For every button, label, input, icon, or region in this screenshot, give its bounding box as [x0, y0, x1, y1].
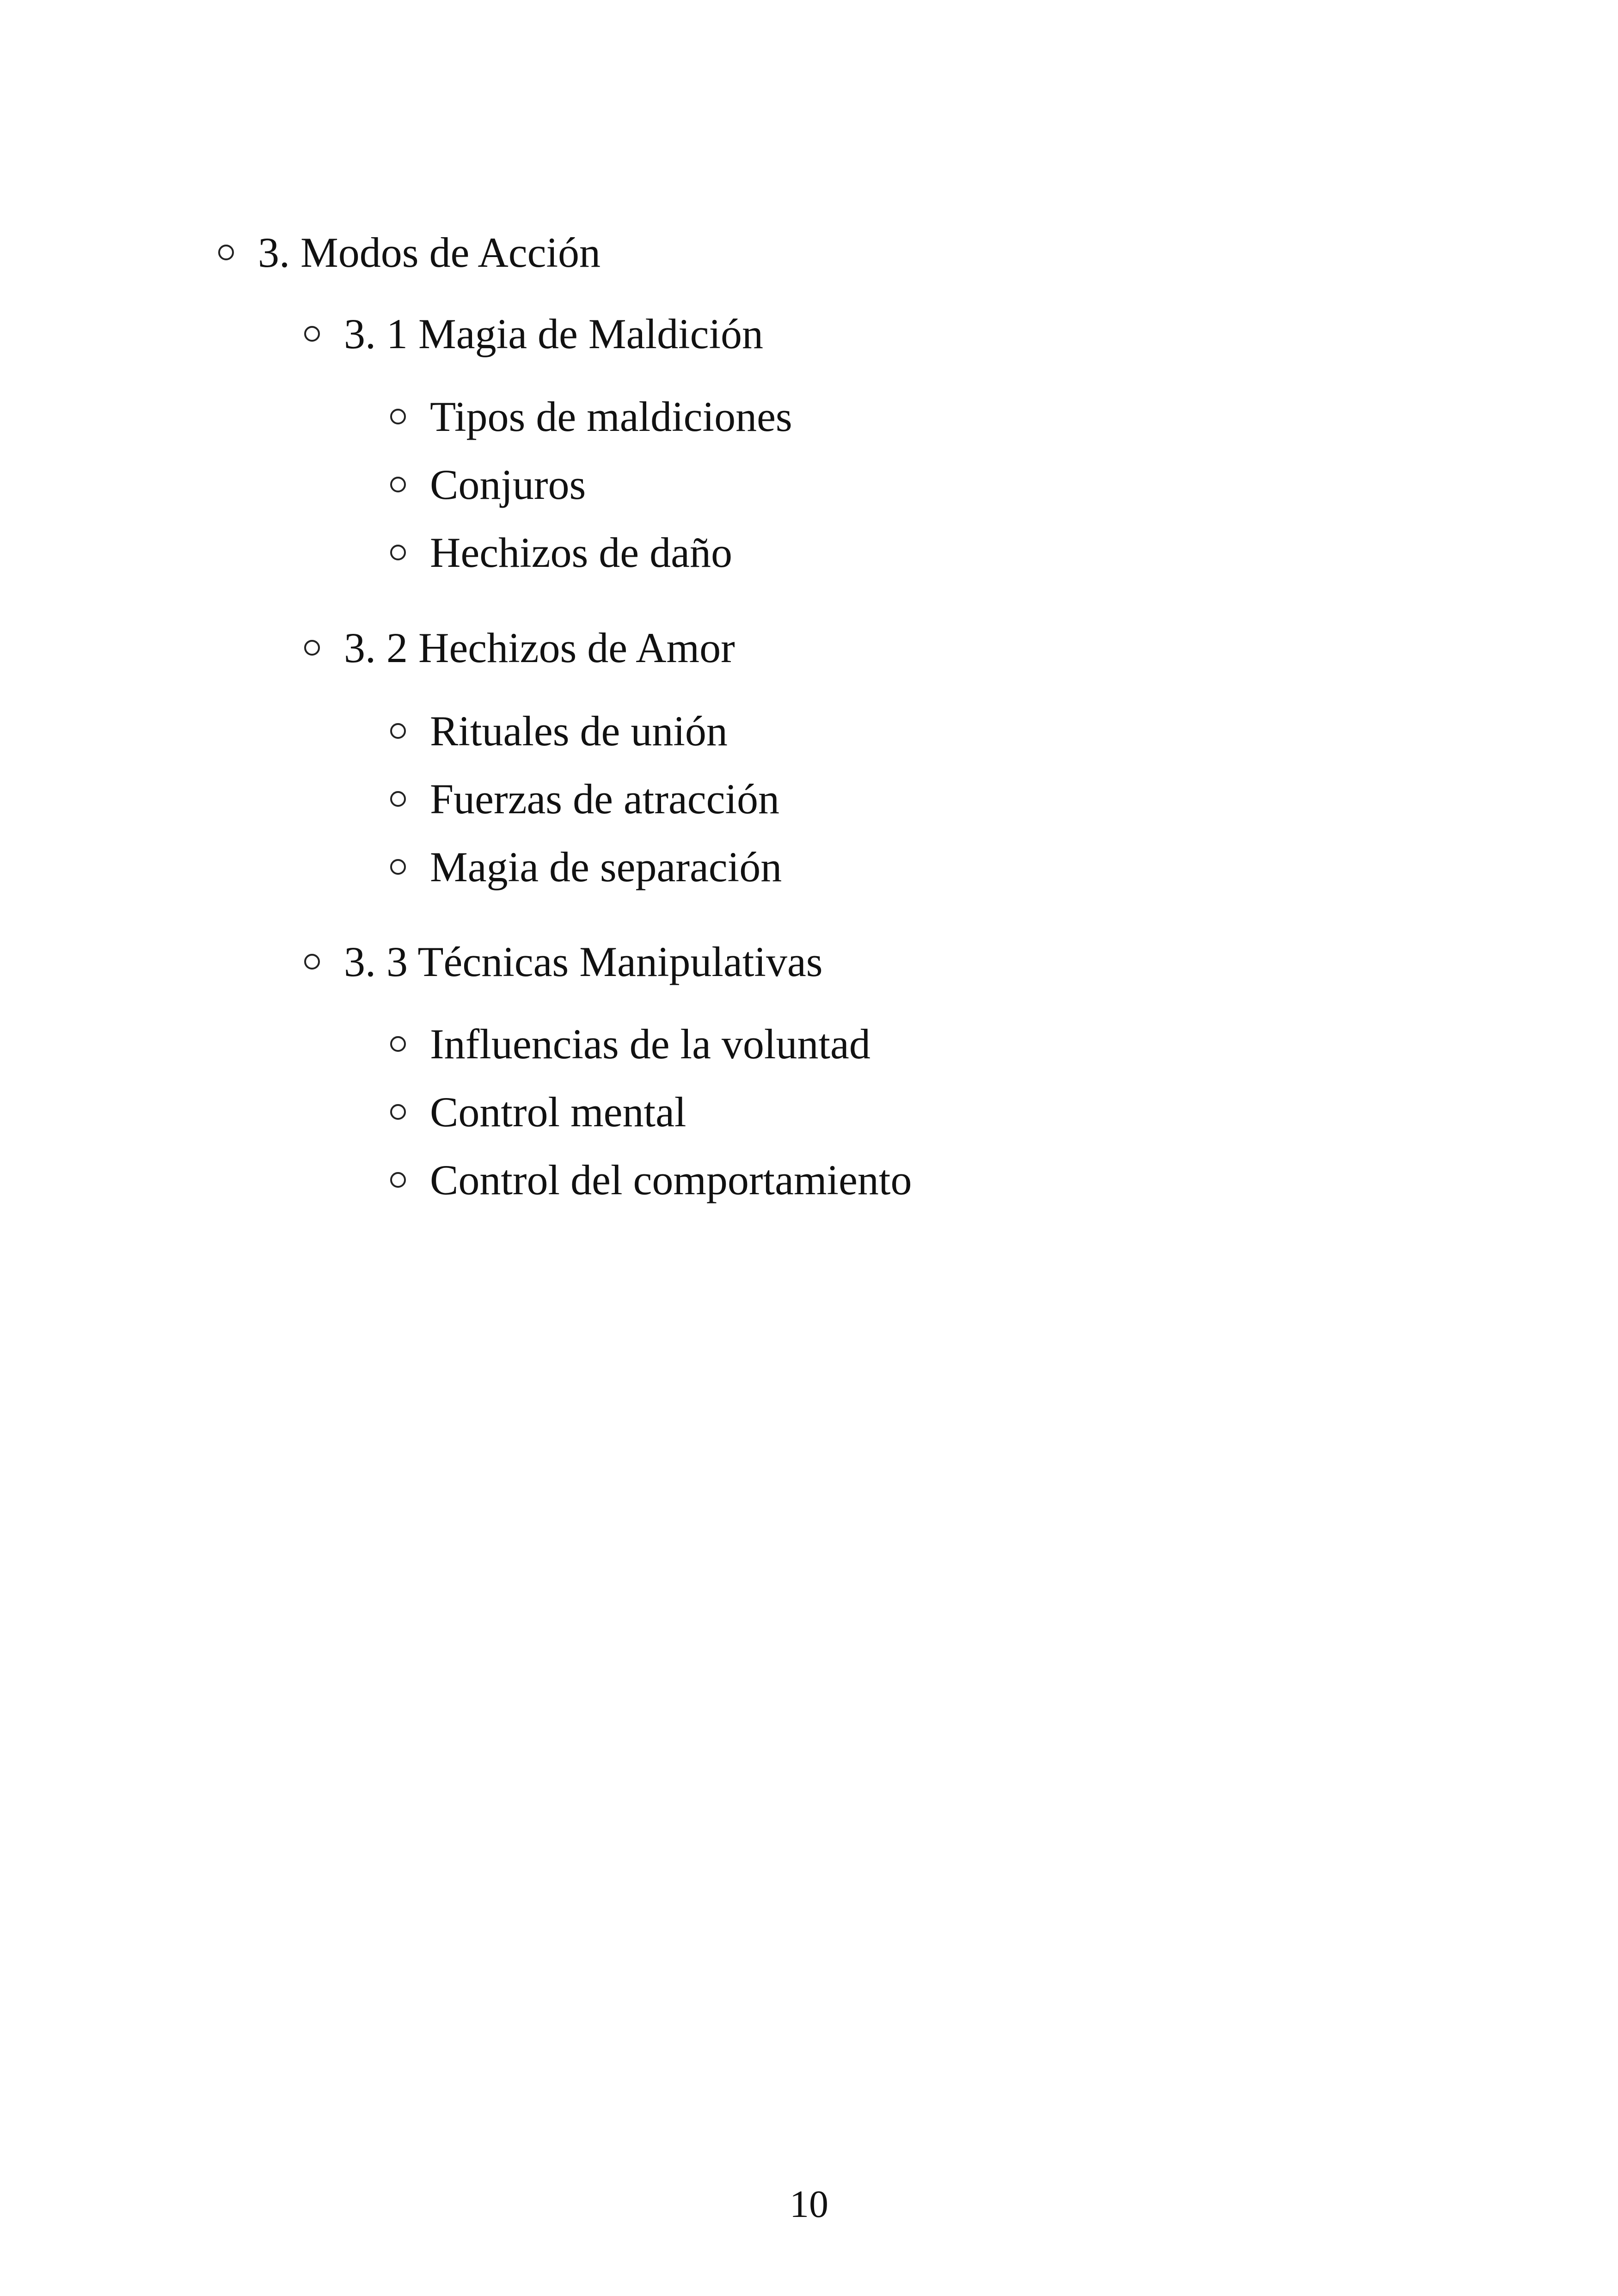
list-item-text: Rituales de unión	[430, 707, 728, 755]
hollow-circle-bullet-icon	[304, 954, 320, 970]
outline-heading	[218, 231, 601, 274]
list-item-text: Hechizos de daño	[430, 529, 732, 576]
hollow-circle-bullet-icon	[390, 545, 406, 560]
list-item	[390, 395, 792, 438]
page-number: 10	[790, 2183, 828, 2226]
list-item	[390, 463, 586, 506]
section-heading-3-1	[304, 310, 764, 357]
hollow-circle-bullet-icon	[390, 859, 406, 875]
outline-heading-text: 3. Modos de Acción	[258, 229, 601, 276]
list-item-text: Tipos de maldiciones	[430, 393, 792, 440]
list-item-text: Conjuros	[430, 461, 586, 508]
hollow-circle-bullet-icon	[390, 1172, 406, 1188]
hollow-circle-bullet-icon	[304, 326, 320, 342]
section-heading-text: 3. 2 Hechizos de Amor	[344, 624, 735, 671]
section-heading-text: 3. 1 Magia de Maldición	[344, 310, 764, 357]
list-item-text: Control mental	[430, 1088, 686, 1136]
list-item	[390, 1156, 912, 1203]
list-item-text: Fuerzas de atracción	[430, 775, 780, 823]
hollow-circle-bullet-icon	[390, 1104, 406, 1120]
hollow-circle-bullet-icon	[390, 477, 406, 492]
list-item	[390, 531, 732, 574]
hollow-circle-bullet-icon	[390, 723, 406, 739]
hollow-circle-bullet-icon	[304, 640, 320, 656]
hollow-circle-bullet-icon	[390, 409, 406, 424]
section-heading-3-3	[304, 940, 823, 983]
list-item	[390, 775, 780, 823]
list-item	[390, 1020, 870, 1068]
list-item-text: Magia de separación	[430, 843, 782, 890]
list-item-text: Control del comportamiento	[430, 1156, 912, 1203]
hollow-circle-bullet-icon	[390, 791, 406, 807]
list-item	[390, 1088, 686, 1136]
hollow-circle-bullet-icon	[218, 245, 234, 260]
section-heading-text: 3. 3 Técnicas Manipulativas	[344, 938, 823, 985]
section-heading-3-2	[304, 626, 735, 669]
list-item	[390, 843, 782, 890]
list-item	[390, 707, 728, 755]
hollow-circle-bullet-icon	[390, 1036, 406, 1052]
list-item-text: Influencias de la voluntad	[430, 1020, 870, 1068]
